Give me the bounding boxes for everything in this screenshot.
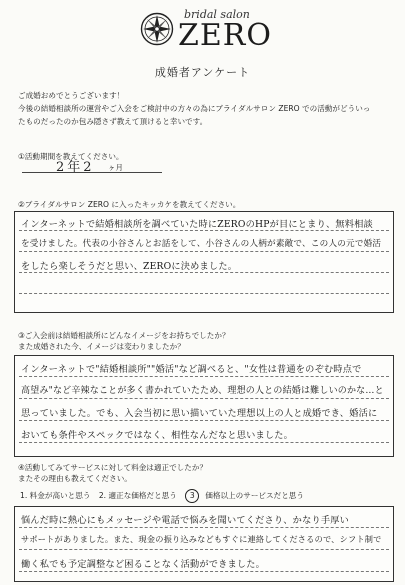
answer-line: 高望み"など辛辣なことが多く書かれていたため、理想の人との結婚は難しいのかな…と: [21, 386, 384, 396]
dashed-rule: [19, 272, 389, 273]
price-options: [20, 489, 310, 503]
dashed-rule: [19, 376, 389, 377]
question-3-line: また成婚された今、イメージは変わりましたか？: [18, 342, 185, 351]
option-2: 2. 適正な価格だと思う: [98, 491, 177, 500]
intro-line: ご成婚おめでとうございます！: [18, 91, 125, 100]
answer-line: を受けました。代表の小谷さんとお話をして、小谷さんの人柄が素敵で、この人の元で婚活: [21, 239, 382, 249]
question-4-line: ④活動してみてサービスに対して料金は適正でしたか？: [18, 463, 208, 472]
answer-box-2: [14, 211, 394, 313]
answer-line: 悩んだ時に熱心にもメッセージや電話で悩みを聞いてくださり、かなり手厚い: [21, 515, 350, 526]
answer-line: インターネットで結婚相談所を調べていた時にZEROのHPが目にとまり、無料相談: [21, 219, 373, 230]
dashed-rule: [19, 527, 389, 528]
intro-line: 今後の結婚相談所の運営やご入会をご検討中の方々の為にブライダルサロン ZERO での活動がどういっ: [18, 104, 371, 113]
option-3-circle: 3: [185, 489, 199, 503]
answer-line: 思っていました。でも、入会当初に思い描いていた理想以上の人と成婚でき、婚活に: [21, 408, 378, 419]
dashed-rule: [19, 293, 389, 294]
question-4-line: またその理由も教えてください。: [18, 474, 132, 483]
answer-line: サポートがありました。また、現金の振り込みなどもすぐに連絡してくださるので、シフト制で: [21, 534, 382, 544]
question-2: ②ブライダルサロン ZERO に入ったキッカケを教えてください。: [18, 200, 241, 209]
page-title: 成婚者アンケート: [154, 66, 251, 79]
answer-box-3: [14, 355, 394, 457]
option-3-label: 価格以上のサービスだと思う: [205, 491, 304, 500]
compass-emblem-icon: [140, 12, 174, 46]
dashed-rule: [19, 230, 389, 231]
intro-text: [18, 89, 396, 128]
period-unit: ヶ月: [108, 163, 123, 172]
answer-line: 働く私でも予定調整など困ることなく活動ができました。: [21, 559, 266, 570]
question-3-line: ③ご入会前は結婚相談所にどんなイメージをお持ちでしたか？: [18, 331, 230, 340]
answer-line: おいても条件やスペックではなく、相性なんだなと思いました。: [21, 430, 294, 441]
answer-line: インターネットで"結婚相談所""婚活"など調べると、"女性は普通をのぞむ時点で: [21, 364, 362, 375]
logo-wordmark: ZERO: [178, 18, 272, 53]
question-4: [18, 462, 207, 484]
dashed-rule: [19, 571, 389, 572]
dashed-rule: [19, 420, 389, 421]
salon-logo: [140, 6, 280, 54]
dashed-rule: [19, 442, 389, 443]
question-3: [18, 330, 230, 352]
dashed-rule: [19, 549, 389, 550]
logo-subtitle: bridal salon: [184, 8, 250, 21]
dashed-rule: [19, 398, 389, 399]
option-1: 1. 料金が高いと思う: [20, 491, 91, 500]
answer-line: をしたら楽しそうだと思い、ZEROに決めました。: [21, 261, 238, 272]
period-value: 2年2: [56, 160, 95, 175]
question-1: ①活動期間を教えてください。: [18, 152, 124, 161]
answer-box-4: [14, 506, 394, 582]
intro-line: たものだったのか包み隠さず教えて頂けると幸いです。: [18, 117, 208, 126]
dashed-rule: [19, 251, 389, 252]
period-underline: [22, 172, 162, 173]
